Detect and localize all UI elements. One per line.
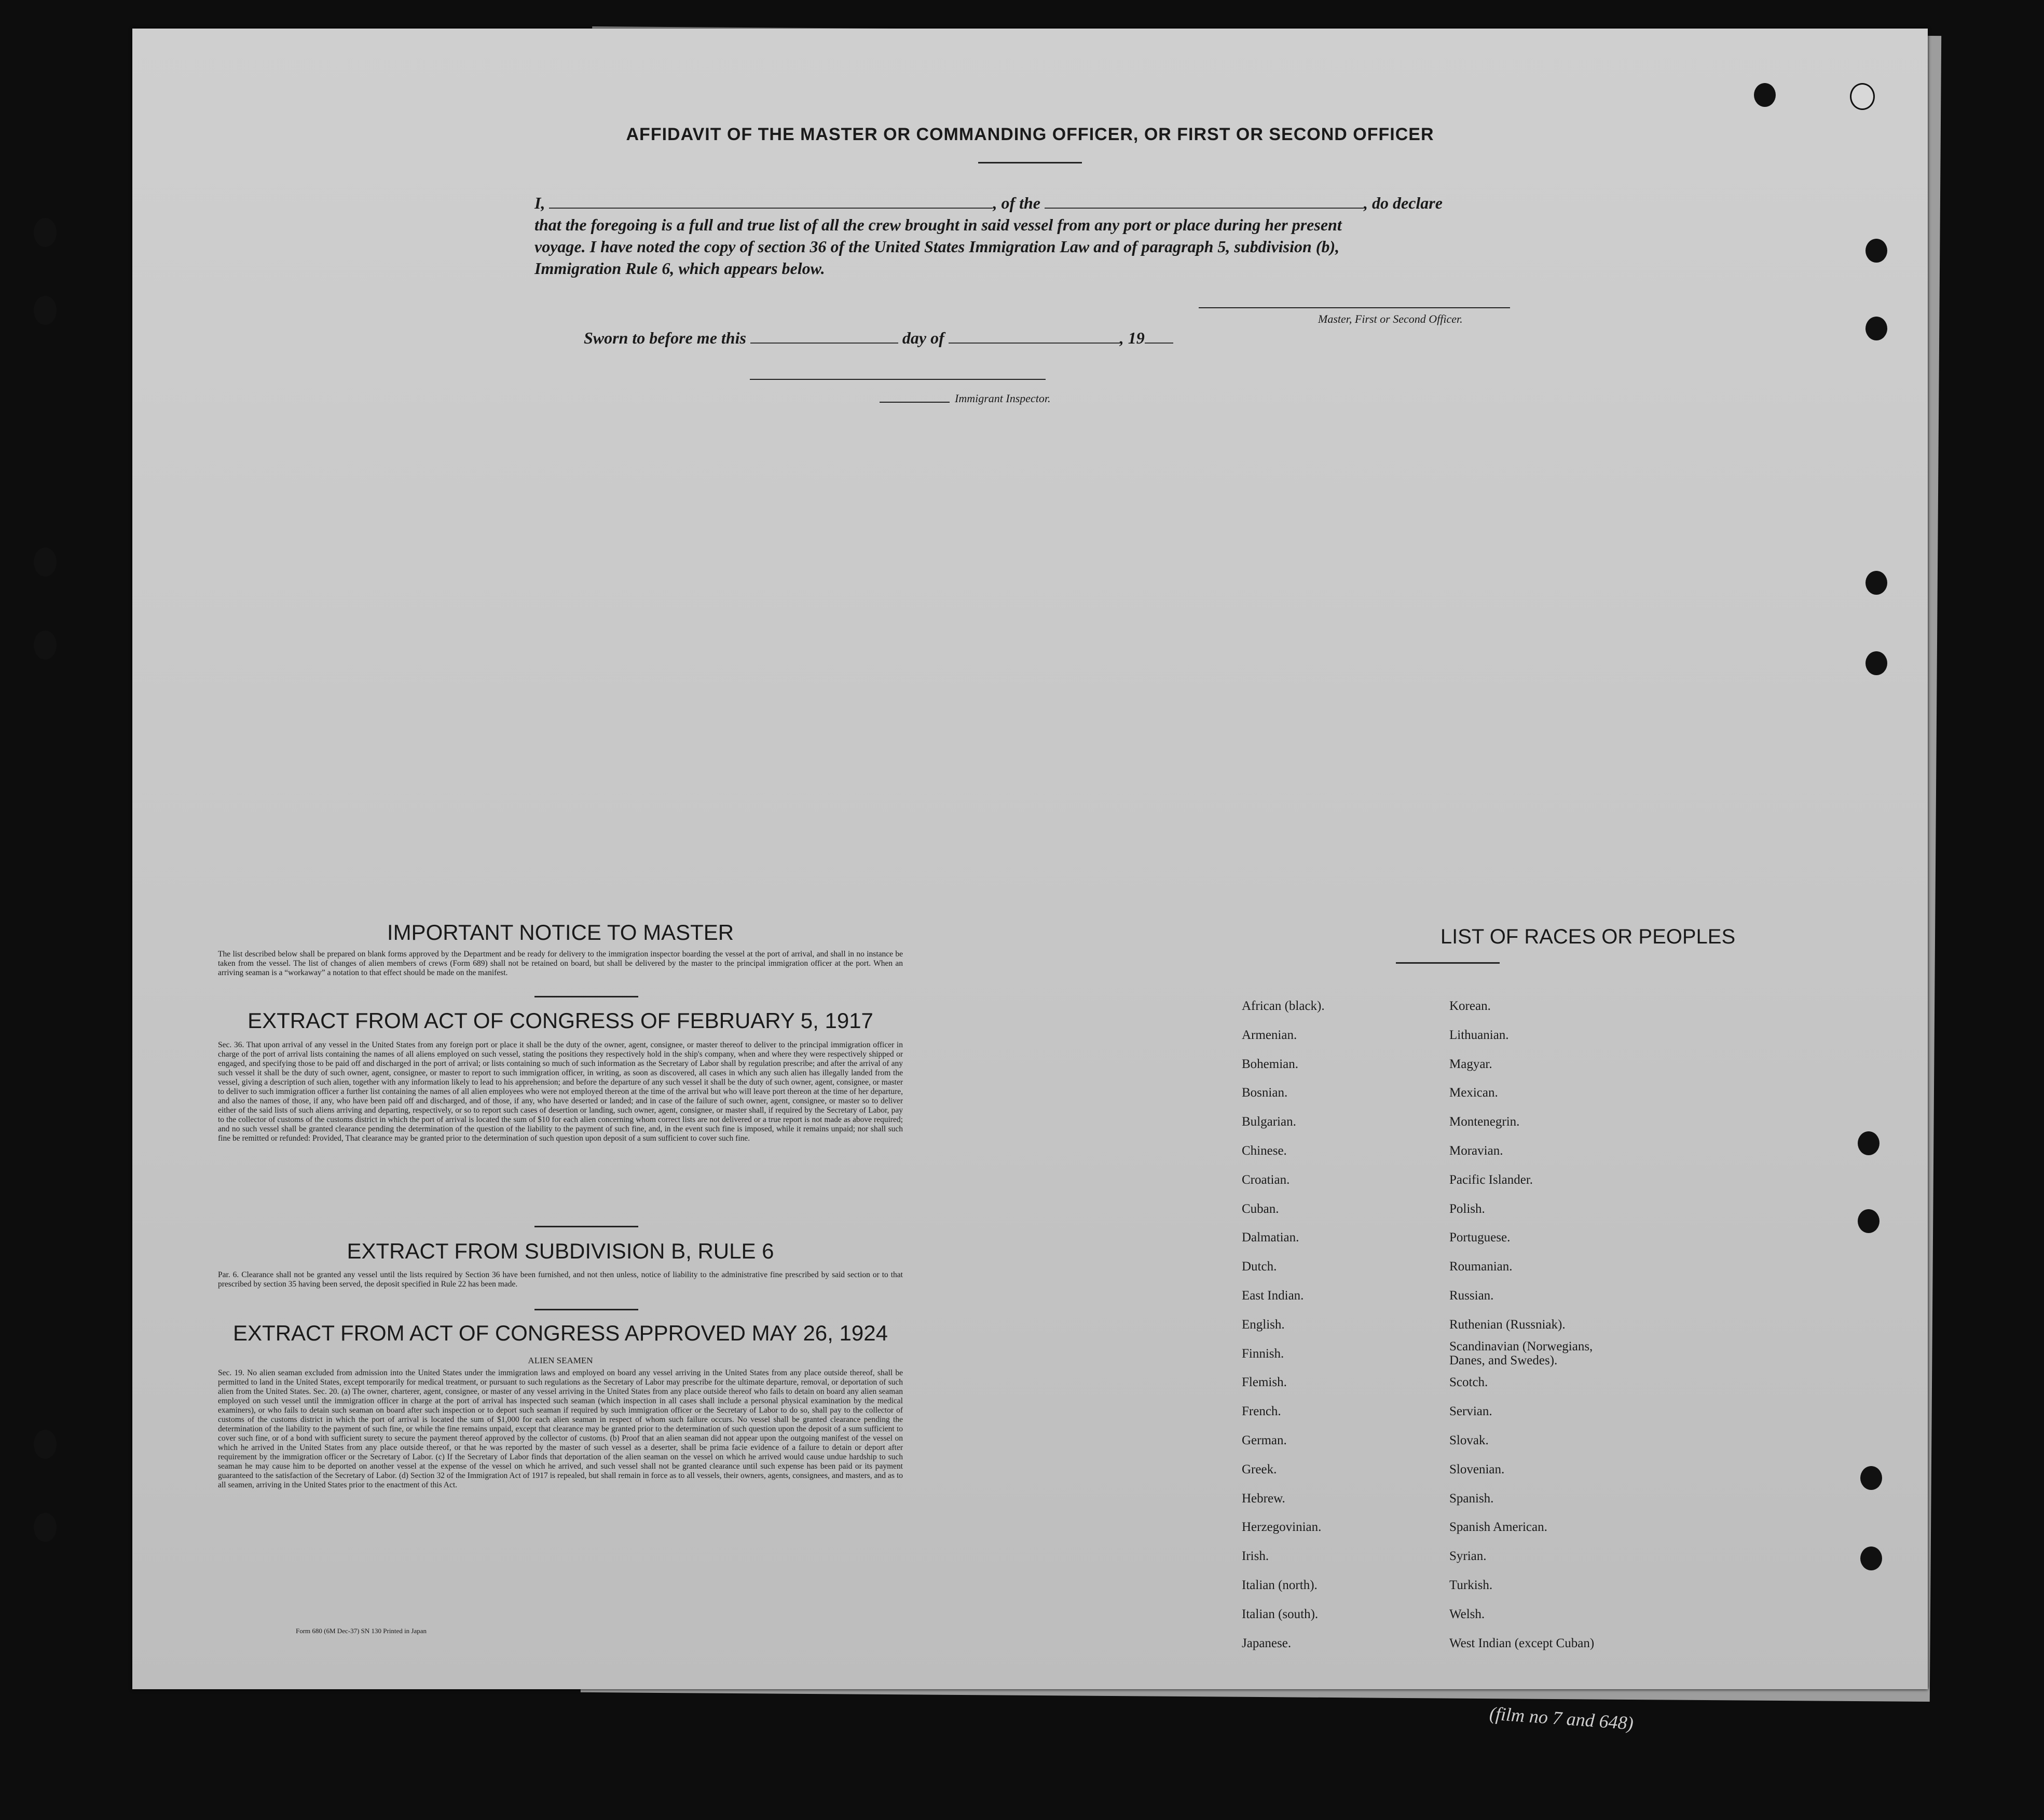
race-item: Irish.: [1242, 1549, 1269, 1564]
declaration-line-4: Immigration Rule 6, which appears below.: [534, 259, 825, 278]
race-item: Korean.: [1449, 999, 1491, 1013]
punch-hole: [1754, 83, 1776, 107]
punch-hole: [34, 1430, 57, 1459]
race-item: Turkish.: [1449, 1578, 1493, 1592]
punch-hole: [1865, 317, 1887, 340]
extract-1917-title: EXTRACT FROM ACT OF CONGRESS OF FEBRUARY 5, 1917: [248, 1008, 873, 1033]
race-item: Italian (south).: [1242, 1607, 1319, 1621]
race-item: Scandinavian (Norwegians, Danes, and Swedes).: [1449, 1339, 1593, 1367]
race-item: Polish.: [1449, 1201, 1485, 1216]
punch-hole: [34, 1513, 57, 1542]
declaration-line-1: [534, 192, 1666, 214]
race-item: Bohemian.: [1242, 1057, 1299, 1071]
declaration-line-3: voyage. I have noted the copy of section 36 of the United States Immigration Law and of paragraph 5, subdivision (b),: [534, 237, 1340, 256]
of-the-label: , of the: [993, 194, 1040, 212]
master-signature-line: [1199, 307, 1510, 308]
race-item: Bulgarian.: [1242, 1115, 1296, 1129]
extract-1917-rule: [534, 1226, 638, 1227]
alien-seamen-subtitle: ALIEN SEAMEN: [528, 1356, 593, 1365]
race-item: Chinese.: [1242, 1144, 1287, 1158]
vessel-blank: [1045, 196, 1364, 209]
day-of-label: day of: [902, 329, 944, 347]
inspector-short-line: [880, 402, 950, 403]
handwritten-note: (film no 7 and 648): [1488, 1703, 1635, 1734]
punch-hole: [1865, 239, 1887, 263]
sworn-line: [584, 327, 1362, 349]
race-item: African (black).: [1242, 999, 1325, 1013]
year-blank: [1145, 331, 1173, 344]
races-rule: [1396, 962, 1500, 964]
document-page: [132, 29, 1928, 1689]
name-blank: [549, 196, 993, 209]
extract-1924-body: Sec. 19. No alien seaman excluded from admission into the United States under the immigration laws and employed on board any vessel arriving in the United States from any place outside thereof, shall be permitted to land in the United States, except temporarily for medical treatment, or pursuant to such regulations as the Secretary of Labor may prescribe for the ultimate departure, removal, or deportation of such alien from the United States. Sec. 20. (a) The owner, charterer, agent, consignee, or master of any vessel arriving in the United States from any place outside thereof who fails to detain on board any alien seaman employed on such vessel until the immigration officer in charge at the port of arrival has inspected such seaman (which inspection in all cases shall include a personal physical examination by the medical examiners), or who fails to detain such seaman on board after such inspection or to deport such seaman if required by such immigration officer or the Secretary of Labor to do so, shall pay to the collector of customs of the customs district in which the port of arrival is located the sum of $1,000 for each alien seaman in respect of whom such failure occurs. No vessel shall be granted clearance pending the determination of the liability to the payment of such fine, or while the fine remains unpaid, except that clearance may be granted prior to the determination of such question upon the deposit of a sum sufficient to cover such fine, or of a bond with sufficient surety to secure the payment thereof approved by the collector of customs. (b) Proof that an alien seaman did not appear upon the outgoing manifest of the vessel on which he arrived in the United States from any place outside thereof, or that he was reported by the master of such vessel as a deserter, shall be prima facie evidence of a failure to detain or deport after requirement by the immigration officer or the Secretary of Labor. (c) If the Secretary of Labor finds that deportation of the alien seaman on the vessel on which he arrived would cause undue hardship to such seaman he may cause him to be deported on another vessel at the expense of the vessel on which he arrived, and such vessel shall not be granted clearance until such expense has been paid or its payment guaranteed to the satisfaction of the Secretary of Labor. (d) Section 32 of the Immigration Act of 1917 is repealed, but shall remain in force as to all vessels, their owners, agents, consignees, and masters, and as to all seamen, arriving in the United States prior to the enactment of this Act.: [218, 1369, 903, 1489]
day-blank: [750, 331, 898, 344]
notice-rule: [534, 996, 638, 997]
title-underline: [978, 162, 1082, 163]
extract-1924-title: EXTRACT FROM ACT OF CONGRESS APPROVED MAY 26, 1924: [233, 1321, 888, 1345]
affidavit-title: AFFIDAVIT OF THE MASTER OR COMMANDING OFFICER, OR FIRST OR SECOND OFFICER: [626, 125, 1434, 144]
race-item: Portuguese.: [1449, 1230, 1511, 1245]
punch-hole: [1858, 1131, 1880, 1155]
form-footer: Form 680 (6M Dec-37) SN 130 Printed in Japan: [296, 1627, 427, 1635]
race-item: Ruthenian (Russniak).: [1449, 1317, 1566, 1332]
race-item: Bosnian.: [1242, 1086, 1288, 1100]
punch-hole: [1865, 571, 1887, 595]
race-item: Spanish American.: [1449, 1520, 1547, 1535]
race-item: Dutch.: [1242, 1260, 1277, 1274]
extract-rule6-rule: [534, 1309, 638, 1310]
race-item: Spanish.: [1449, 1491, 1494, 1506]
race-item: English.: [1242, 1317, 1285, 1332]
race-item: Welsh.: [1449, 1607, 1485, 1621]
master-label: Master, First or Second Officer.: [1318, 312, 1463, 325]
punch-hole: [34, 296, 57, 325]
punch-hole: [1865, 651, 1887, 675]
race-item: Lithuanian.: [1449, 1028, 1509, 1042]
race-item: Montenegrin.: [1449, 1115, 1520, 1129]
race-item: Finnish.: [1242, 1346, 1284, 1361]
race-item: Pacific Islander.: [1449, 1172, 1533, 1187]
race-item: Mexican.: [1449, 1086, 1498, 1100]
punch-hole: [1860, 1466, 1882, 1490]
month-blank: [949, 331, 1120, 344]
do-declare-label: , do declare: [1364, 194, 1443, 212]
extract-rule6-body: Par. 6. Clearance shall not be granted any vessel until the lists required by Section 36 have been furnished, and not then unless, notice of liability to the administrative fine prescribed by said section or to that prescribed by section 35 having been served, the deposit specified in Rule 22 has been made.: [218, 1270, 903, 1289]
race-item: Armenian.: [1242, 1028, 1297, 1042]
i-label: I,: [534, 194, 545, 212]
race-item: Syrian.: [1449, 1549, 1487, 1564]
race-item: Slovak.: [1449, 1433, 1489, 1447]
year-label: , 19: [1119, 329, 1145, 347]
extract-rule6-title: EXTRACT FROM SUBDIVISION B, RULE 6: [347, 1239, 774, 1263]
race-item: Magyar.: [1449, 1057, 1492, 1071]
race-item: Dalmatian.: [1242, 1230, 1299, 1245]
extract-1917-body: Sec. 36. That upon arrival of any vessel in the United States from any foreign port or place it shall be the duty of the owner, agent, consignee, or master thereof to deliver to the principal immigration officer in charge of the port of arrival lists containing the names of all aliens employed on such vessel, stating the positions they respectively hold in the ship's company, when and where they were respectively shipped or engaged, and specifying those to be paid off and discharged in the port of arrival; or lists containing so much of such information as the Secretary of Labor shall by regulation prescribe; and after the arrival of any such vessel it shall be the duty of such owner, agent, consignee, or master to report to such immigration officer, in writing, as soon as discovered, all cases in which any such alien has illegally landed from the vessel, giving a description of such alien, together with any information likely to lead to his apprehension; and before the departure of any such vessel it shall be the duty of such owner, agent, consignee, or master to deliver to such immigration officer a further list containing the names of all alien employees who were not employed thereon at the time of the arrival but who will leave port thereon at the time of her departure, and also the names of those, if any, who have been paid off and discharged, and of those, if any, who have deserted or landed; and in case of the failure of such owner, agent, consignee, or master so to deliver either of the said lists of such aliens arriving and departing, respectively, or so to report such cases of desertion or landing, such owner, agent, consignee, or master shall, if required by the Secretary of Labor, pay to the collector of customs of the customs district in which the port of arrival is located the sum of $10 for each alien concerning whom correct lists are not delivered or a true report is not made as above required; and no such vessel shall be granted clearance pending the determination of the question of the liability to the payment of such fine, and, in the event such fine is imposed, while it remains unpaid; nor shall such fine be remitted or refunded: Provided, That clearance may be granted prior to the determination of such question upon deposit of a sum sufficient to cover such fine.: [218, 1041, 903, 1143]
race-item: Servian.: [1449, 1404, 1492, 1419]
race-item: Russian.: [1449, 1289, 1494, 1303]
sworn-label: Sworn to before me this: [584, 329, 746, 347]
race-item: French.: [1242, 1404, 1281, 1419]
race-item: Slovenian.: [1449, 1462, 1505, 1476]
race-item: German.: [1242, 1433, 1287, 1447]
inspector-label: Immigrant Inspector.: [955, 392, 1051, 405]
inspector-signature-line: [750, 379, 1046, 380]
race-item: West Indian (except Cuban): [1449, 1636, 1595, 1650]
race-item: Roumanian.: [1449, 1260, 1513, 1274]
notice-body: The list described below shall be prepared on blank forms approved by the Department and be ready for delivery to the immigration inspector boarding the vessel at the port of arrival, and shall in no instance be taken from the vessel. The list of changes of alien members of crews (Form 689) shall not be retained on board, but shall be delivered by the master to the principal immigration officer at the port. When an arriving seaman is a “workaway” a notation to that effect should be made on the manifest.: [218, 950, 903, 977]
punch-hole: [1860, 1547, 1882, 1570]
races-title: LIST OF RACES OR PEOPLES: [1440, 925, 1736, 948]
race-item: Flemish.: [1242, 1375, 1287, 1390]
race-item: Hebrew.: [1242, 1491, 1285, 1506]
notice-title: IMPORTANT NOTICE TO MASTER: [387, 920, 734, 945]
race-item: Croatian.: [1242, 1172, 1290, 1187]
race-item: Cuban.: [1242, 1201, 1279, 1216]
punch-hole: [1850, 83, 1875, 110]
race-item: East Indian.: [1242, 1289, 1304, 1303]
declaration-line-2: that the foregoing is a full and true list of all the crew brought in said vessel from any port or place during her present: [534, 215, 1342, 234]
race-item: Japanese.: [1242, 1636, 1292, 1650]
race-item: Herzegovinian.: [1242, 1520, 1322, 1535]
race-item: Scotch.: [1449, 1375, 1488, 1390]
punch-hole: [1858, 1209, 1880, 1233]
race-item: Moravian.: [1449, 1144, 1503, 1158]
punch-hole: [34, 548, 57, 577]
punch-hole: [34, 218, 57, 247]
race-item: Italian (north).: [1242, 1578, 1318, 1592]
punch-hole: [34, 631, 57, 660]
race-item: Greek.: [1242, 1462, 1277, 1476]
